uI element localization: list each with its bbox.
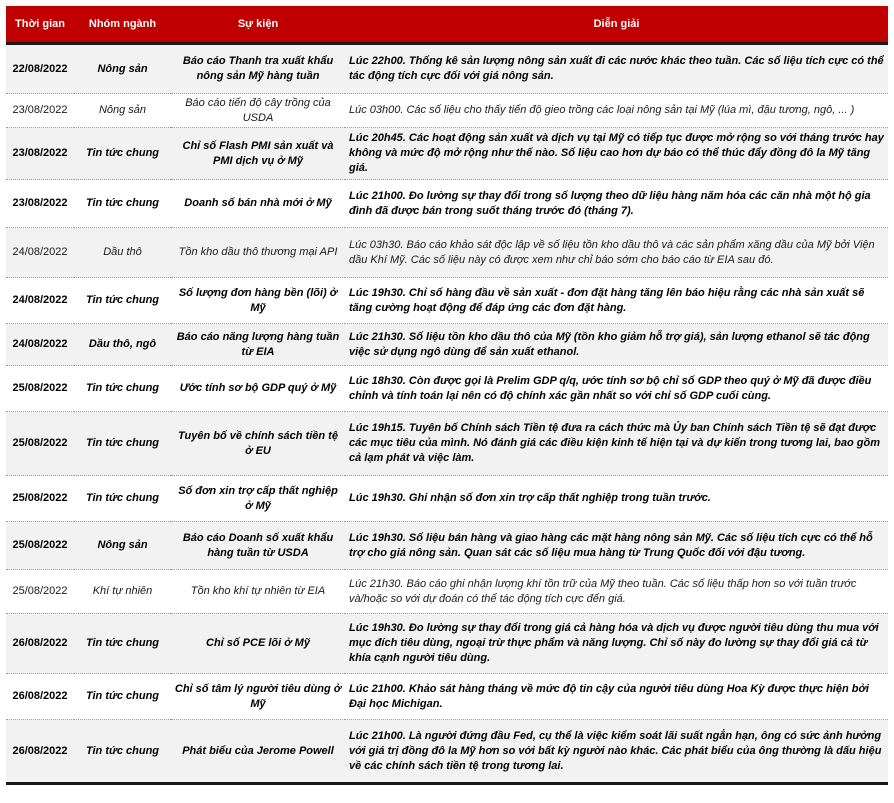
description-cell: Lúc 19h30. Đo lường sự thay đổi trong giá cả hàng hóa và dịch vụ được người tiêu dùng thu mua với mục đích tiêu dùng, ngoại trừ thực phẩm và năng lượng. Chỉ số này đo lường sự thay đổi giá cả từ khía cạnh người tiêu dùng. xyxy=(345,614,888,674)
group-cell: Tin tức chung xyxy=(74,674,171,720)
event-table xyxy=(6,6,888,785)
description-cell: Lúc 21h00. Là người đứng đầu Fed, cụ thể là việc kiểm soát lãi suất ngắn hạn, ông có sức ảnh hưởng với giá trị đồng đô la Mỹ hơn so với bất kỳ người nào khác. Các phát biểu của ông thường là dấu hiệu về các chính sách tiền tệ trong tương lai. xyxy=(345,720,888,784)
table-row xyxy=(6,412,888,476)
date-cell: 23/08/2022 xyxy=(6,180,74,228)
date-cell: 22/08/2022 xyxy=(6,44,74,94)
description-cell: Lúc 03h30. Báo cáo khảo sát độc lập về số liệu tồn kho dầu thô và các sản phẩm xăng dầu của Mỹ bởi Viện dầu Khí Mỹ. Các số liệu này có được xem như chỉ báo sớm cho báo cáo từ EIA sau đó. xyxy=(345,228,888,278)
header-description: Diễn giải xyxy=(345,6,888,44)
description-cell: Lúc 18h30. Còn được gọi là Prelim GDP q/q, ước tính sơ bộ chỉ số GDP theo quý ở Mỹ đã được điều chỉnh và tính toán lại nên có độ chính xác gần nhất so với chỉ số GDP cuối cùng. xyxy=(345,366,888,412)
group-cell: Tin tức chung xyxy=(74,476,171,522)
group-cell: Tin tức chung xyxy=(74,720,171,784)
description-cell: Lúc 19h30. Số liệu bán hàng và giao hàng các mặt hàng nông sản Mỹ. Các số liệu tích cực có thể hỗ trợ cho giá nông sản. Quan sát các số liệu mua hàng từ Trung Quốc đối với đậu tương. xyxy=(345,522,888,570)
date-cell: 24/08/2022 xyxy=(6,278,74,324)
date-cell: 25/08/2022 xyxy=(6,570,74,614)
date-cell: 25/08/2022 xyxy=(6,522,74,570)
table-row xyxy=(6,674,888,720)
date-cell: 23/08/2022 xyxy=(6,94,74,128)
description-cell: Lúc 19h30. Ghi nhận số đơn xin trợ cấp thất nghiệp trong tuần trước. xyxy=(345,476,888,522)
group-cell: Nông sản xyxy=(74,44,171,94)
table-header xyxy=(6,6,888,44)
table-row xyxy=(6,44,888,94)
description-cell: Lúc 21h30. Số liệu tồn kho dầu thô của Mỹ (tồn kho giảm hỗ trợ giá), sản lượng ethanol sẽ tác động việc sử dụng ngô dùng để sản xuất ethanol. xyxy=(345,324,888,366)
event-cell: Ước tính sơ bộ GDP quý ở Mỹ xyxy=(171,366,345,412)
description-cell: Lúc 21h30. Báo cáo ghi nhận lượng khí tồn trữ của Mỹ theo tuần. Các số liệu thấp hơn so với tuần trước và/hoặc so với dự đoán có thể tác động tích cực đến giá. xyxy=(345,570,888,614)
group-cell: Nông sản xyxy=(74,94,171,128)
description-cell: Lúc 20h45. Các hoạt động sản xuất và dịch vụ tại Mỹ có tiếp tục được mở rộng so với tháng trước hay không và mức độ mở rộng như thế nào. Số liệu cao hơn dự báo có thể thúc đẩy đồng đô la Mỹ tăng giá. xyxy=(345,128,888,180)
group-cell: Tin tức chung xyxy=(74,614,171,674)
event-cell: Báo cáo năng lượng hàng tuần từ EIA xyxy=(171,324,345,366)
table-row xyxy=(6,180,888,228)
event-cell: Tồn kho khí tự nhiên từ EIA xyxy=(171,570,345,614)
event-cell: Chỉ số tâm lý người tiêu dùng ở Mỹ xyxy=(171,674,345,720)
event-cell: Phát biểu của Jerome Powell xyxy=(171,720,345,784)
header-group: Nhóm ngành xyxy=(74,6,171,44)
header-row xyxy=(6,6,888,44)
group-cell: Dầu thô, ngô xyxy=(74,324,171,366)
date-cell: 26/08/2022 xyxy=(6,614,74,674)
event-calendar xyxy=(6,6,888,785)
date-cell: 25/08/2022 xyxy=(6,412,74,476)
table-row xyxy=(6,324,888,366)
group-cell: Khí tự nhiên xyxy=(74,570,171,614)
event-cell: Doanh số bán nhà mới ở Mỹ xyxy=(171,180,345,228)
table-row xyxy=(6,94,888,128)
table-row xyxy=(6,366,888,412)
table-row xyxy=(6,570,888,614)
date-cell: 25/08/2022 xyxy=(6,366,74,412)
description-cell: Lúc 22h00. Thống kê sản lượng nông sản xuất đi các nước khác theo tuần. Các số liệu tích cực có thể tác động tích cực đối với giá nông sản. xyxy=(345,44,888,94)
event-cell: Tồn kho dầu thô thương mại API xyxy=(171,228,345,278)
event-cell: Chỉ số PCE lõi ở Mỹ xyxy=(171,614,345,674)
table-row xyxy=(6,614,888,674)
group-cell: Tin tức chung xyxy=(74,128,171,180)
description-cell: Lúc 21h00. Khảo sát hàng tháng về mức độ tin cậy của người tiêu dùng Hoa Kỳ được thực hiện bởi Đại học Michigan. xyxy=(345,674,888,720)
description-cell: Lúc 19h30. Chỉ số hàng đầu về sản xuất - đơn đặt hàng tăng lên báo hiệu rằng các nhà sản xuất sẽ tăng cường hoạt động để đáp ứng các đơn đặt hàng. xyxy=(345,278,888,324)
event-cell: Số đơn xin trợ cấp thất nghiệp ở Mỹ xyxy=(171,476,345,522)
group-cell: Tin tức chung xyxy=(74,180,171,228)
header-event: Sự kiện xyxy=(171,6,345,44)
description-cell: Lúc 19h15. Tuyên bố Chính sách Tiền tệ đưa ra cách thức mà Ủy ban Chính sách Tiền tệ sẽ đạt được các mục tiêu của mình. Nó đánh giá các điều kiện kinh tế hiện tại và dự kiến trong tương lai, bao gồm cả lạm phát và việc làm. xyxy=(345,412,888,476)
description-cell: Lúc 03h00. Các số liệu cho thấy tiến độ gieo trồng các loại nông sản tại Mỹ (lúa mì, đậu tương, ngô, ... ) xyxy=(345,94,888,128)
event-cell: Báo cáo Thanh tra xuất khẩu nông sản Mỹ hàng tuần xyxy=(171,44,345,94)
table-row xyxy=(6,228,888,278)
date-cell: 25/08/2022 xyxy=(6,476,74,522)
event-cell: Tuyên bố về chính sách tiền tệ ở EU xyxy=(171,412,345,476)
table-row xyxy=(6,278,888,324)
description-cell: Lúc 21h00. Đo lường sự thay đổi trong số lượng theo dữ liệu hàng năm hóa các căn nhà một hộ gia đình đã được bán trong suốt tháng trước đó (tháng 7). xyxy=(345,180,888,228)
date-cell: 24/08/2022 xyxy=(6,324,74,366)
date-cell: 26/08/2022 xyxy=(6,674,74,720)
group-cell: Tin tức chung xyxy=(74,412,171,476)
event-cell: Số lượng đơn hàng bền (lõi) ở Mỹ xyxy=(171,278,345,324)
group-cell: Tin tức chung xyxy=(74,366,171,412)
date-cell: 24/08/2022 xyxy=(6,228,74,278)
group-cell: Tin tức chung xyxy=(74,278,171,324)
event-cell: Báo cáo Doanh số xuất khẩu hàng tuần từ USDA xyxy=(171,522,345,570)
group-cell: Dầu thô xyxy=(74,228,171,278)
table-row xyxy=(6,476,888,522)
header-date: Thời gian xyxy=(6,6,74,44)
table-row xyxy=(6,128,888,180)
group-cell: Nông sản xyxy=(74,522,171,570)
event-cell: Báo cáo tiến độ cây trồng của USDA xyxy=(171,94,345,128)
date-cell: 26/08/2022 xyxy=(6,720,74,784)
event-cell: Chỉ số Flash PMI sản xuất và PMI dịch vụ ở Mỹ xyxy=(171,128,345,180)
date-cell: 23/08/2022 xyxy=(6,128,74,180)
table-row xyxy=(6,522,888,570)
table-row xyxy=(6,720,888,784)
table-body xyxy=(6,44,888,784)
